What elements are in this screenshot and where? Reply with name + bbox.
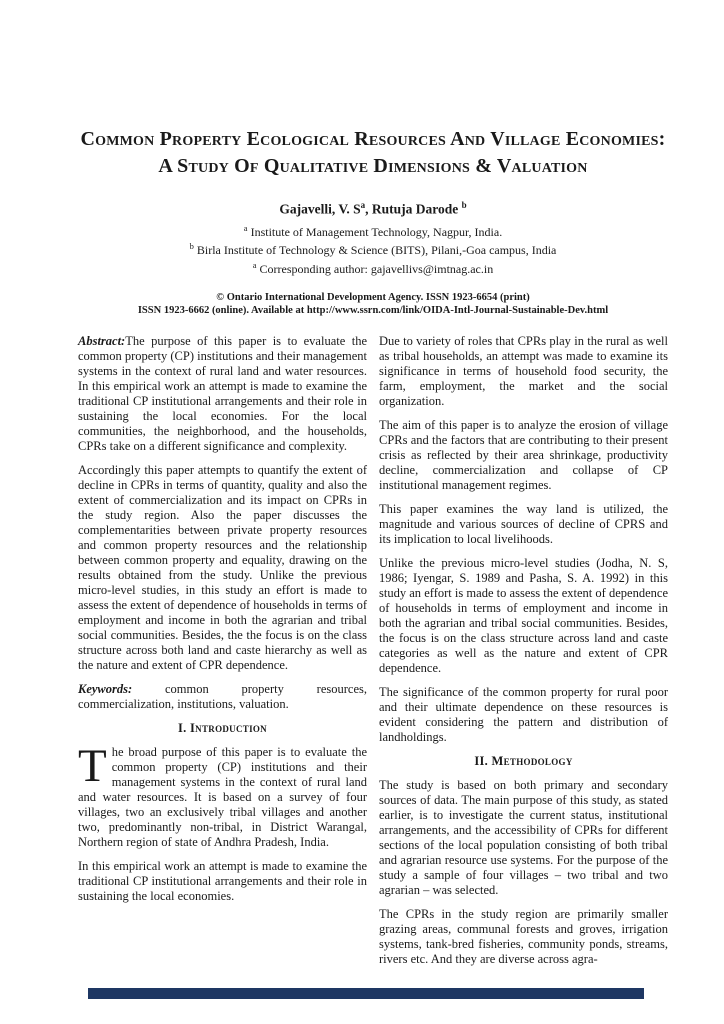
affiliation-line xyxy=(78,239,668,258)
corresponding-author-text: Corresponding author: gajavellivs@imtnag.ac.in xyxy=(256,261,494,276)
imprint-line-1: © Ontario International Development Agency. ISSN 1923-6654 (print) xyxy=(216,292,530,303)
affiliation-line xyxy=(78,221,668,240)
section-heading-methodology: II. Methodology xyxy=(474,754,573,768)
paper-title: Common Property Ecological Resources And Village Economies: A Study Of Qualitative Dimensions & Valuation xyxy=(80,128,666,177)
authors-line xyxy=(78,200,668,218)
body-paragraph: The significance of the common property for rural poor and their ultimate dependence on these resources is evident considering the pattern and distribution of landholdings. xyxy=(379,685,668,744)
keywords-label: Keywords: xyxy=(78,682,133,696)
abstract-paragraph-1 xyxy=(78,334,367,454)
corresponding-author-line xyxy=(78,258,668,277)
body-paragraph: The CPRs in the study region are primarily smaller grazing areas, communal forests and groves, irrigation systems, tank-bred fisheries, community ponds, streams, rivers etc. And they are diverse across agra- xyxy=(379,907,668,966)
affiliations-block xyxy=(78,221,668,277)
body-paragraph: The study is based on both primary and secondary sources of data. The main purpose of this study, as stated earlier, is to investigate the current status, institutional arrangements, and the accessibility of CPRs for different sections of the local population consisting of both tribal and agrarian resource use systems. For the purpose of the study a sample of four villages – two tribal and two agrarian – was selected. xyxy=(379,778,668,897)
body-paragraph: The aim of this paper is to analyze the erosion of village CPRs and the factors that are contributing to their present crisis as reflected by their area shrinkage, productivity decline, commercialization and collapse of CP institutional management regimes. xyxy=(379,418,668,492)
affiliation-text: Institute of Management Technology, Nagpur, India. xyxy=(247,224,503,239)
abstract-text-1: The purpose of this paper is to evaluate the common property (CP) institutions and their management systems in the context of rural land and water resources. In this empirical work an attempt is made to examine the traditional CP institutional arrangements and their role in sustaining the local economies. For the local communities, the neighborhood, and the households, CPRs take on a different significance and complexity. xyxy=(78,334,367,453)
author-1-affiliation-mark: a xyxy=(360,200,366,210)
author-2-affiliation-mark: b xyxy=(461,200,467,210)
abstract-paragraph-2: Accordingly this paper attempts to quantify the extent of decline in CPRs in terms of quantity, quality and also the extent of commercialization and its impact on CPRs in the study region. Also the paper discusses the complementarities between private property resources and common property resources and the relationship between common property and equality, drawing on the results obtained from the study. Unlike the previous micro-level studies, in this study an effort is made to assess the extent of dependence of households in terms of employment and income in both the agrarian and tribal social communities. Besides, the the focus is on the class structure across both land and caste hierarchy as well as the nature and extent of CPR dependence. xyxy=(78,463,367,672)
author-1: Gajavelli, V. S xyxy=(279,201,361,217)
introduction-paragraph-1 xyxy=(78,740,367,850)
authors-separator: , xyxy=(365,201,372,217)
abstract-label: Abstract: xyxy=(78,334,126,348)
two-column-body xyxy=(78,334,668,976)
body-paragraph: This paper examines the way land is utilized, the magnitude and various sources of decline of CPRS and its implication to local livelihoods. xyxy=(379,502,668,546)
author-2: Rutuja Darode xyxy=(371,201,459,217)
body-paragraph: Due to variety of roles that CPRs play in the rural as well as tribal households, an attempt was made to examine its significance in terms of household food security, the farm, employment, the market and the social organization. xyxy=(379,334,668,408)
body-paragraph: Unlike the previous micro-level studies (Jodha, N. S, 1986; Iyengar, S. 1989 and Pasha, S. A. 1992) in this study an effort is made to assess the extent of dependence of households in terms of employment and income in both the agrarian and tribal social communities. Besides, the focus is on the class structure across land and caste categories as well as the nature and extent of CPR dependence. xyxy=(379,556,668,675)
affiliation-text: Birla Institute of Technology & Science (BITS), Pilani,-Goa campus, India xyxy=(193,243,557,257)
left-column xyxy=(78,334,367,976)
journal-imprint xyxy=(78,291,668,317)
affiliation-mark: a xyxy=(243,222,248,233)
introduction-text-1: he broad purpose of this paper is to evaluate the common property (CP) institutions and their management systems in the context of rural land and water resources. It is based on a survey of four villages, two an exclusively tribal villages and another two, predominantly non-tribal, in District Warangal, Northern region of state of Andhra Pradesh, India. xyxy=(78,745,367,849)
keywords-text: common property resources, commercialization, institutions, valuation. xyxy=(78,682,367,711)
section-heading-introduction: I. Introduction xyxy=(178,721,267,735)
introduction-paragraph-2: In this empirical work an attempt is made to examine the traditional CP institutional arrangements and their role in sustaining the local economies. xyxy=(78,859,367,903)
imprint-line-2: ISSN 1923-6662 (online). Available at http://www.ssrn.com/link/OIDA-Intl-Journal-Sustainable-Dev.html xyxy=(137,305,609,316)
drop-cap: T xyxy=(78,740,107,792)
keywords-paragraph xyxy=(78,682,367,712)
affiliation-mark: a xyxy=(252,259,257,270)
footer-bar xyxy=(88,988,644,999)
affiliation-mark: b xyxy=(189,241,194,251)
right-column xyxy=(379,334,668,976)
